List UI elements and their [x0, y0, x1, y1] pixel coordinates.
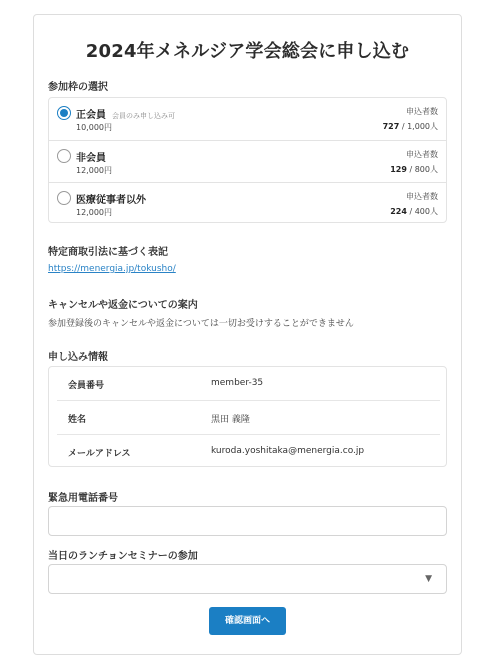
table-row [57, 434, 440, 467]
legal-notice-link[interactable]: https://menergia.jp/tokusho/ [48, 264, 176, 274]
plan-capacity: 129 / 800人 [390, 165, 438, 174]
plan-option-nonmember[interactable] [49, 140, 446, 182]
page-title: 2024年メネルジア学会総会に申し込む [85, 41, 410, 62]
member-number-value: member-35 [211, 378, 264, 388]
plan-option-regular[interactable] [49, 98, 446, 140]
plan-capacity: 224 / 400人 [390, 207, 438, 216]
member-number-label: 会員番号 [68, 381, 105, 391]
chevron-down-icon: ▼ [425, 574, 432, 584]
table-row [49, 367, 446, 400]
plan-capacity-label: 申込者数 [406, 192, 438, 201]
legal-notice-label: 特定商取引法に基づく表記 [48, 247, 168, 258]
plan-name: 非会員 [76, 153, 106, 164]
registration-form-card [33, 14, 462, 655]
plan-capacity: 727 / 1,000人 [382, 122, 438, 131]
full-name-value: 黒田 義隆 [211, 415, 250, 425]
luncheon-seminar-select[interactable] [48, 564, 447, 594]
plan-capacity-label: 申込者数 [406, 107, 438, 116]
email-value: kuroda.yoshitaka@menergia.co.jp [211, 446, 365, 456]
plan-price: 12,000円 [76, 166, 112, 175]
radio-button[interactable] [57, 149, 71, 163]
plan-price: 12,000円 [76, 208, 112, 217]
applicant-info-label: 申し込み情報 [48, 352, 108, 363]
plan-price: 10,000円 [76, 123, 112, 132]
radio-button[interactable] [57, 191, 71, 205]
table-row [57, 400, 440, 433]
full-name-label: 姓名 [68, 415, 87, 425]
plan-name: 医療従事者以外 [76, 195, 146, 206]
applicant-info-table [48, 366, 447, 467]
luncheon-seminar-label: 当日のランチョンセミナーの参加 [48, 551, 198, 562]
emergency-phone-label: 緊急用電話番号 [48, 493, 118, 504]
plan-note: 会員のみ申し込み可 [112, 112, 175, 120]
emergency-phone-input[interactable] [48, 506, 447, 536]
refund-policy-text: 参加登録後のキャンセルや返金については一切お受けすることができません [48, 319, 354, 329]
radio-button-checked[interactable] [57, 106, 71, 120]
plan-section-label: 参加枠の選択 [48, 82, 108, 93]
plan-list [48, 97, 447, 223]
plan-name: 正会員 会員のみ申し込み可 [76, 110, 175, 121]
plan-capacity-label: 申込者数 [406, 150, 438, 159]
email-label: メールアドレス [68, 449, 131, 459]
confirm-button[interactable]: 確認画面へ [209, 607, 286, 635]
plan-option-non-medical[interactable] [49, 182, 446, 224]
refund-policy-label: キャンセルや返金についての案内 [48, 300, 198, 311]
